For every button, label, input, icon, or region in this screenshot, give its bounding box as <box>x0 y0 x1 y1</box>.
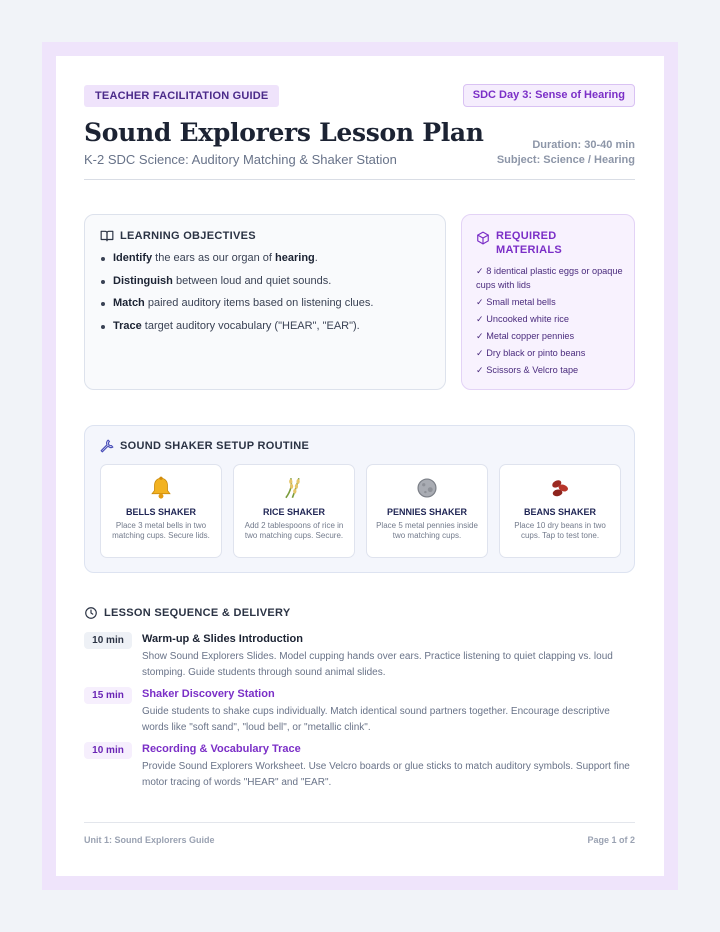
sequence-step <box>84 632 635 687</box>
coin-icon <box>414 475 440 501</box>
materials-heading-line1: REQUIRED <box>496 230 557 242</box>
lesson-sequence <box>84 632 635 797</box>
material-item: ✓ Uncooked white rice <box>476 313 569 324</box>
box-icon <box>476 231 490 245</box>
objectives-list <box>99 251 435 341</box>
shaker-card-beans <box>499 464 621 558</box>
top-badges <box>84 85 635 107</box>
step-title: Recording & Vocabulary Trace <box>142 743 301 755</box>
materials-list <box>476 265 626 381</box>
beans-icon <box>547 475 573 501</box>
page-title: Sound Explorers Lesson Plan <box>84 118 484 147</box>
sequence-step <box>84 687 635 742</box>
objective-verb: Match <box>113 297 145 309</box>
objective-text: paired auditory items based on listening clues. <box>144 297 374 309</box>
header-divider <box>84 179 635 180</box>
materials-heading-line2: MATERIALS <box>496 244 563 256</box>
learning-objectives-panel <box>84 214 446 390</box>
day-badge: SDC Day 3: Sense of Hearing <box>463 84 635 107</box>
step-description: Guide students to shake cups individually. Match identical sound partners together. Encourage descriptive words like "soft sand", "loud bell", or "metallic clink". <box>142 706 610 733</box>
guide-type-badge: TEACHER FACILITATION GUIDE <box>84 85 279 107</box>
step-duration: 10 min <box>84 632 132 649</box>
sequence-step <box>84 742 635 797</box>
setup-heading-text: SOUND SHAKER SETUP ROUTINE <box>120 440 310 452</box>
wrench-icon <box>100 439 114 453</box>
step-description: Show Sound Explorers Slides. Model cupping hands over ears. Practice listening to quiet clapping vs. loud stomping. Guide students through sound animal slides. <box>142 651 613 678</box>
duration-text: Duration: 30-40 min <box>532 139 635 151</box>
shaker-card-pennies <box>366 464 488 558</box>
footer-unit: Unit 1: Sound Explorers Guide <box>84 835 215 845</box>
page-frame <box>42 42 678 890</box>
step-description: Provide Sound Explorers Worksheet. Use Velcro boards or glue sticks to match auditory symbols. Support fine motor tracing of words "HEAR" and "EAR". <box>142 761 630 788</box>
objective-item <box>99 319 435 334</box>
rice-icon <box>281 475 307 501</box>
objectives-heading-text: LEARNING OBJECTIVES <box>120 230 256 242</box>
objective-text: between loud and quiet sounds. <box>172 274 332 287</box>
clock-icon <box>84 606 98 620</box>
sequence-heading-text: LESSON SEQUENCE & DELIVERY <box>104 607 291 619</box>
card-title: RICE SHAKER <box>262 507 325 517</box>
objective-item <box>99 251 435 266</box>
card-description: Add 2 tablespoons of rice in two matching cups. Secure. <box>244 521 344 540</box>
card-description: Place 10 dry beans in two cups. Tap to test tone. <box>514 521 606 540</box>
card-description: Place 5 metal pennies inside two matching cups. <box>376 521 478 540</box>
objectives-heading <box>100 229 256 243</box>
card-title: BELLS SHAKER <box>125 507 196 517</box>
objective-text-end: . <box>314 252 318 264</box>
materials-heading-text <box>496 229 562 257</box>
footer-page-number: Page 1 of 2 <box>587 835 635 845</box>
material-item: ✓ Dry black or pinto beans <box>476 347 586 358</box>
sequence-heading <box>84 606 290 620</box>
material-item: ✓ Small metal bells <box>476 296 556 307</box>
document-page <box>56 56 664 876</box>
objective-verb: Distinguish <box>113 274 173 287</box>
objective-text: target auditory vocabulary ("HEAR", "EAR"). <box>141 319 360 332</box>
page-subtitle: K-2 SDC Science: Auditory Matching & Shaker Station <box>84 152 397 167</box>
material-item: ✓ Metal copper pennies <box>476 330 575 341</box>
card-title: PENNIES SHAKER <box>386 507 467 517</box>
material-item: ✓ 8 identical plastic eggs or opaque cups with lids <box>476 266 623 290</box>
step-title: Shaker Discovery Station <box>142 688 275 700</box>
footer-divider <box>84 822 635 823</box>
step-title: Warm-up & Slides Introduction <box>142 633 303 645</box>
bell-icon <box>148 475 174 501</box>
shaker-setup-panel <box>84 425 635 573</box>
setup-heading <box>100 439 309 453</box>
shaker-card-bells <box>100 464 222 558</box>
book-icon <box>100 229 114 243</box>
card-title: BEANS SHAKER <box>523 507 596 517</box>
card-description: Place 3 metal bells in two matching cups. Secure lids. <box>112 521 210 540</box>
objective-text: the ears as our organ of <box>152 252 276 264</box>
lesson-meta <box>497 138 635 168</box>
step-duration: 10 min <box>84 742 132 759</box>
materials-heading <box>476 229 562 257</box>
objective-verb: Identify <box>113 252 153 264</box>
required-materials-panel <box>461 214 635 390</box>
material-item: ✓ Scissors & Velcro tape <box>476 364 579 375</box>
objective-item <box>99 274 435 289</box>
objective-verb: Trace <box>113 319 142 332</box>
subject-text: Subject: Science / Hearing <box>496 154 635 166</box>
shaker-card-rice <box>233 464 355 558</box>
shaker-cards <box>100 464 621 558</box>
objective-emphasis: hearing <box>275 252 315 264</box>
objective-item <box>99 296 435 311</box>
step-duration: 15 min <box>84 687 132 704</box>
